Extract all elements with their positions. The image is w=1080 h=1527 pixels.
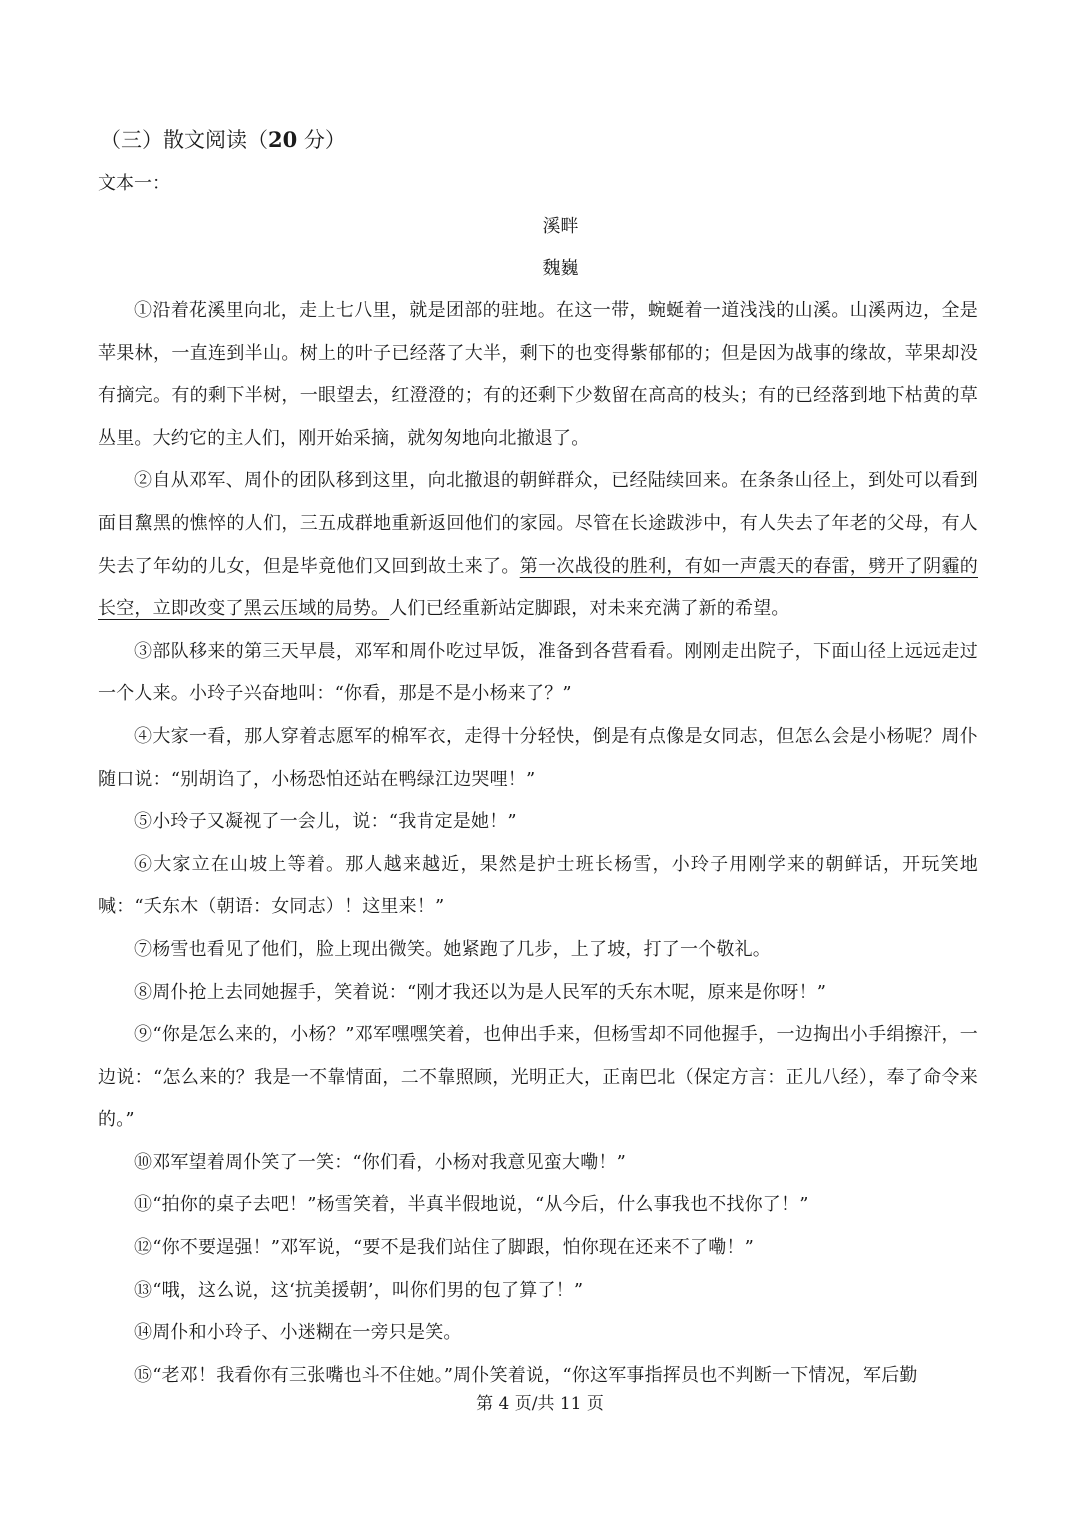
page-number: 第 4 页/共 11 页 [476,1394,604,1414]
paragraph-2-text: ②自从邓军、周仆的团队移到这里，向北撤退的朝鲜群众，已经陆续回来。在条条山径上，到处可以看到面目黧黑的憔悴的人们，三五成群地重新返回他们的家园。尽管在长途跋涉中，有人失去了年老的父母，有人失去了年幼的儿女，但是毕竟他们又回到故土来了。 [98,470,978,577]
paragraph-2-text-end: 人们已经重新站定脚跟，对未来充满了新的希望。 [389,598,790,620]
paragraph-13: ⑬“哦，这么说，这‘抗美援朝’，叫你们男的包了算了！” [134,1279,584,1301]
exam-page [98,118,978,1397]
article-title: 溪畔 [542,216,579,237]
paragraph-9: ⑨“你是怎么来的，小杨？”邓军嘿嘿笑着，也伸出手来，但杨雪却不同他握手，一边掏出小手绢擦汗，一边说：“怎么来的？我是一不靠情面，二不靠照顾，光明正大，正南巴北（保定方言：正儿八经），奉了命令来的。” [98,1024,978,1131]
paragraph-4: ④大家一看，那人穿着志愿军的棉军衣，走得十分轻快，倒是有点像是女同志，但怎么会是小杨呢？周仆随口说：“别胡诌了，小杨恐怕还站在鸭绿江边哭哩！” [98,725,978,790]
paragraph-8: ⑧周仆抢上去同她握手，笑着说：“刚才我还以为是人民军的夭东木呢，原来是你呀！” [134,981,827,1003]
paragraph-6: ⑥大家立在山坡上等着。那人越来越近，果然是护士班长杨雪，小玲子用刚学来的朝鲜话，开玩笑地喊：“夭东木（朝语：女同志）！这里来！” [98,853,978,918]
section-points: 20 [268,127,298,152]
underlined-sentence: 第一次战役的胜利，有如一声震天的春雷，劈开了阴霾的长空，立即改变了黑云压域的局势。 [98,555,978,620]
section-title-prefix: （三）散文阅读（ [100,128,268,152]
paragraph-10: ⑩邓军望着周仆笑了一笑：“你们看，小杨对我意见蛮大嘞！” [134,1151,627,1173]
article-author: 魏巍 [542,258,579,279]
paragraph-15: ⑮“老邓！我看你有三张嘴也斗不住她。”周仆笑着说，“你这军事指挥员也不判断一下情况，军后勤 [134,1364,918,1386]
paragraph-14: ⑭周仆和小玲子、小迷糊在一旁只是笑。 [134,1322,462,1344]
paragraph-11: ⑪“拍你的桌子去吧！”杨雪笑着，半真半假地说，“从今后，什么事我也不找你了！” [134,1194,809,1216]
section-title-suffix: 分） [297,128,346,152]
section-title [100,118,978,162]
paragraph-12: ⑫“你不要逞强！”邓军说，“要不是我们站住了脚跟，怕你现在还来不了嘞！” [134,1237,755,1259]
paragraph-3: ③部队移来的第三天早晨，邓军和周仆吃过早饭，准备到各营看看。刚刚走出院子，下面山径上远远走过一个人来。小玲子兴奋地叫：“你看，那是不是小杨来了？” [98,640,978,705]
text-label: 文本一： [98,173,170,194]
paragraph-2 [98,460,978,630]
paragraph-7: ⑦杨雪也看见了他们，脸上现出微笑。她紧跑了几步，上了坡，打了一个敬礼。 [134,938,771,960]
paragraph-1: ①沿着花溪里向北，走上七八里，就是团部的驻地。在这一带，蜿蜒着一道浅浅的山溪。山溪两边，全是苹果林，一直连到半山。树上的叶子已经落了大半，剩下的也变得紫郁郁的；但是因为战事的缘故，苹果却没有摘完。有的剩下半树，一眼望去，红澄澄的；有的还剩下少数留在高高的枝头；有的已经落到地下枯黄的草丛里。大约它的主人们，刚开始采摘，就匆匆地向北撤退了。 [98,300,978,449]
paragraph-5: ⑤小玲子又凝视了一会儿，说：“我肯定是她！” [134,811,517,833]
